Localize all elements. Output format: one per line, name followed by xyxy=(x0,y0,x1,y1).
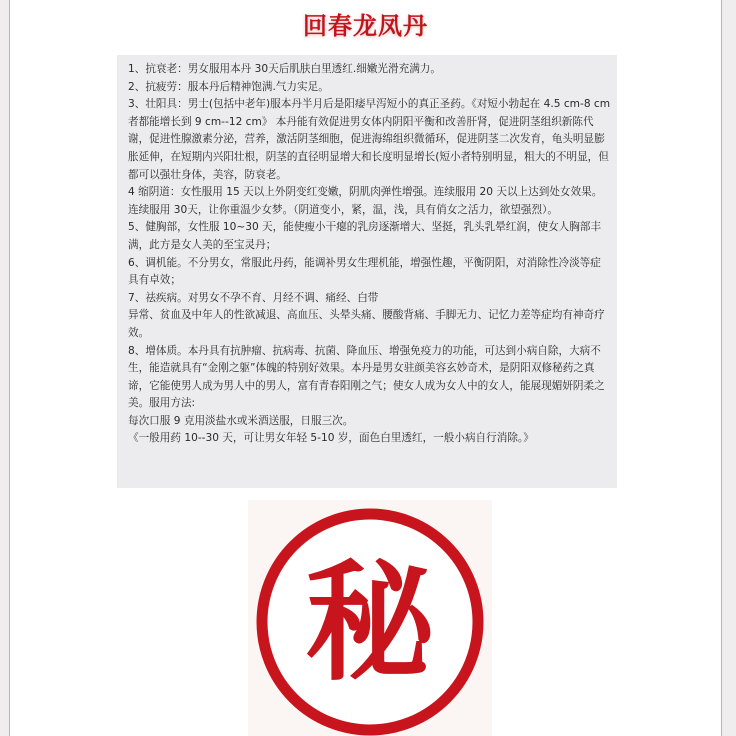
paragraph-8: 8、增体质。本丹具有抗肿瘤、抗病毒、抗菌、降血压、增强免疫力的功能，可达到小病自除，大病不生，能造就具有“金刚之躯”体魄的特别好效果。本丹是男女驻颜美容玄妙奇术，是阴阳双修秘药之真谛，它能使男人成为男人中的男人，富有青春阳刚之气；使女人成为女人中的女人，能展现媚妍阴柔之美。服用方法: xyxy=(128,344,605,410)
page-title: 回春龙凤丹 xyxy=(303,12,428,40)
paragraph-4: 4 缩阴道：女性服用 15 天以上外阴变红变嫩，阴肌肉弹性增强。连续服用 20 天以上达到处女效果。连续服用 30天，让你重温少女梦。（阴道变小，紧，温，浅，具有俏女之活力，欲望强烈）。 xyxy=(128,186,603,216)
paragraph-6: 6、调机能。不分男女，常服此丹药，能调补男女生理机能，增强性趣，平衡阴阳，对消除性冷淡等症具有卓效； xyxy=(128,256,601,287)
document-page xyxy=(9,0,722,736)
product-description-box xyxy=(117,55,617,488)
closing-claim: 《一般用药 10--30 天，可让男女年轻 5-10 岁，面色白里透红，一般小病自行消除。》 xyxy=(128,432,534,445)
paragraph-1: 1、抗衰老：男女服用本丹 30天后肌肤白里透红.细嫩光滑充满力。 xyxy=(128,63,441,75)
secret-seal-image xyxy=(248,500,492,736)
seal-character: 秘 xyxy=(304,547,436,699)
paragraph-7: 7、祛疾病。对男女不孕不育、月经不调、痛经、白带 xyxy=(128,291,379,304)
secret-seal-icon xyxy=(248,500,492,736)
paragraph-5: 5、健胸部，女性服 10~30 天，能使瘦小干瘪的乳房逐渐增大、坚挺，乳头乳晕红润，使女人胸部丰满，此方是女人美的至宝灵丹； xyxy=(128,221,602,251)
paragraph-3: 3、壮阳具：男士(包括中老年)服本丹半月后是阳痿早泻短小的真正圣药。《对短小勃起在 4.5 cm-8 cm者都能增长到 9 cm--12 cm》 本丹能有效促进男女体内阴阳平衡和改善肝肾，促进阴茎组织新陈代谢，促进性腺激素分泌，营养，激活阴茎细胞，促进海绵组织微循环，促进阴茎二次发育，龟头明显膨胀延伸，在短期内兴阳壮根，阴茎的直径明显增大和长度明显增长(短小者特别明显，粗大的不明显，但都可以强壮身体，美容，防衰老。 xyxy=(128,98,611,181)
dosage-line: 每次口服 9 克用淡盐水或米酒送服，日服三次。 xyxy=(128,414,354,427)
paragraph-2: 2、抗疲劳：服本丹后精神饱满.气力实足。 xyxy=(128,80,329,93)
paragraph-7-cont: 异常、贫血及中年人的性欲减退、高血压、头晕头痛、腰酸背痛、手脚无力、记忆力差等症均有神奇疗效。 xyxy=(128,309,605,339)
